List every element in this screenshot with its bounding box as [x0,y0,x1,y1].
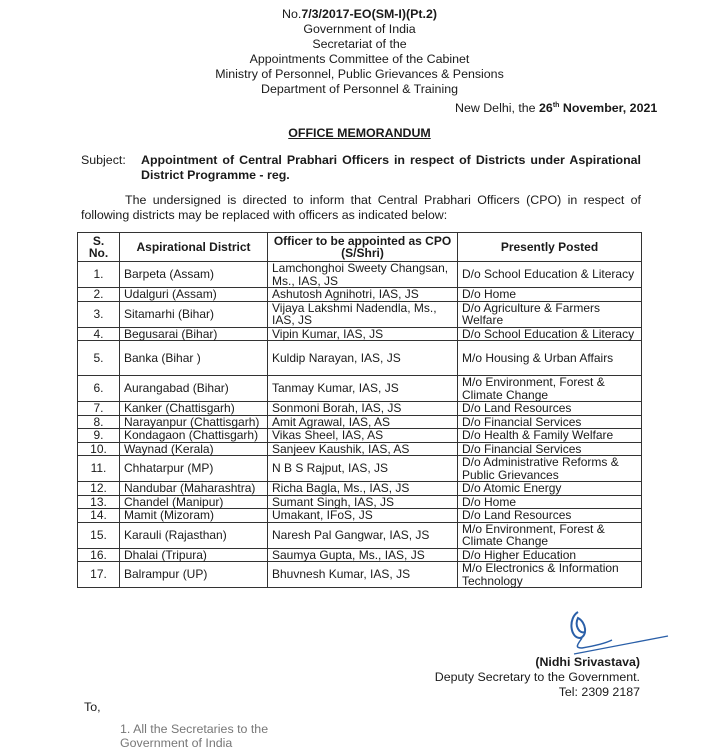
header-posted: Presently Posted [458,233,642,262]
cell-district: Nandubar (Maharashtra) [120,482,268,496]
table-row [78,562,642,588]
to-label: To, [84,700,101,714]
issue-date: New Delhi, the 26th November, 2021 [455,101,658,115]
cell-officer: Vipin Kumar, IAS, JS [268,327,458,341]
cell-officer: Lamchonghoi Sweety Changsan, Ms., IAS, JS [268,262,458,288]
document-title: OFFICE MEMORANDUM [288,126,431,140]
cell-posted: D/o Land Resources [458,402,642,416]
table-row [78,522,642,548]
table-header-row [78,233,642,262]
cell-officer: Ashutosh Agnihotri, IAS, JS [268,288,458,302]
cell-district: Aurangabad (Bihar) [120,376,268,402]
cell-sno: 2. [78,288,120,302]
cell-sno: 9. [78,429,120,443]
header-line-ministry: Ministry of Personnel, Public Grievances & Pensions [215,67,504,81]
subject-label: Subject: [81,153,126,167]
cell-sno: 12. [78,482,120,496]
cell-posted: D/o Land Resources [458,509,642,523]
table-row [78,262,642,288]
cell-posted: M/o Electronics & Information Technology [458,562,642,588]
table-row [78,509,642,523]
cell-officer: Vijaya Lakshmi Nadendla, Ms., IAS, JS [268,301,458,327]
cell-posted: D/o Home [458,495,642,509]
cell-district: Dhalai (Tripura) [120,548,268,562]
table-row [78,429,642,443]
cell-district: Balrampur (UP) [120,562,268,588]
cell-sno: 7. [78,402,120,416]
cell-sno: 4. [78,327,120,341]
cell-sno: 5. [78,341,120,376]
table-row [78,288,642,302]
cell-officer: Saumya Gupta, Ms., IAS, JS [268,548,458,562]
cell-posted: D/o Agriculture & Farmers Welfare [458,301,642,327]
subject-text: Appointment of Central Prabhari Officers in respect of Districts under Aspirational District Programme - reg. [141,153,641,182]
cell-sno: 17. [78,562,120,588]
table-row [78,442,642,456]
cell-district: Chhatarpur (MP) [120,456,268,482]
table-row [78,301,642,327]
header-line-secretariat: Secretariat of the [312,37,407,51]
table-row [78,327,642,341]
cell-sno: 16. [78,548,120,562]
cell-officer: Vikas Sheel, IAS, AS [268,429,458,443]
table-row [78,415,642,429]
cell-posted: D/o School Education & Literacy [458,327,642,341]
table-row [78,548,642,562]
cell-district: Chandel (Manipur) [120,495,268,509]
cell-district: Begusarai (Bihar) [120,327,268,341]
cell-officer: Bhuvnesh Kumar, IAS, JS [268,562,458,588]
cell-sno: 1. [78,262,120,288]
cell-officer: Kuldip Narayan, IAS, JS [268,341,458,376]
cell-district: Mamit (Mizoram) [120,509,268,523]
cell-officer: Tanmay Kumar, IAS, JS [268,376,458,402]
cpo-table [77,232,642,588]
cell-district: Barpeta (Assam) [120,262,268,288]
cell-district: Udalguri (Assam) [120,288,268,302]
cell-posted: M/o Housing & Urban Affairs [458,341,642,376]
cell-district: Banka (Bihar ) [120,341,268,376]
cell-posted: D/o School Education & Literacy [458,262,642,288]
table-row [78,402,642,416]
cell-sno: 11. [78,456,120,482]
cell-sno: 14. [78,509,120,523]
signature-icon [560,608,670,658]
cell-posted: M/o Environment, Forest & Climate Change [458,376,642,402]
table-row [78,482,642,496]
cell-officer: Sonmoni Borah, IAS, JS [268,402,458,416]
cell-officer: Amit Agrawal, IAS, AS [268,415,458,429]
body-paragraph: The undersigned is directed to inform that Central Prabhari Officers (CPO) in respect of following districts may be replaced with officers as indicated below: [81,193,641,222]
cell-posted: D/o Administrative Reforms & Public Grievances [458,456,642,482]
header-officer: Officer to be appointed as CPO (S/Shri) [268,233,458,262]
cell-officer: Sanjeev Kaushik, IAS, AS [268,442,458,456]
header-line-committee: Appointments Committee of the Cabinet [249,52,470,66]
cell-district: Karauli (Rajasthan) [120,522,268,548]
cutoff-recipient-line: 1. All the Secretaries to the Government of India [120,722,269,750]
header-district: Aspirational District [120,233,268,262]
cell-sno: 3. [78,301,120,327]
cell-district: Waynad (Kerala) [120,442,268,456]
cell-officer: Sumant Singh, IAS, JS [268,495,458,509]
header-sno: S. No. [78,233,120,262]
signatory-name: (Nidhi Srivastava) [535,655,640,669]
cell-district: Kanker (Chattisgarh) [120,402,268,416]
cell-sno: 6. [78,376,120,402]
table-row [78,456,642,482]
cell-posted: D/o Higher Education [458,548,642,562]
cell-sno: 15. [78,522,120,548]
cell-district: Kondagaon (Chattisgarh) [120,429,268,443]
table-row [78,495,642,509]
cell-posted: D/o Home [458,288,642,302]
cell-posted: M/o Environment, Forest & Climate Change [458,522,642,548]
cell-district: Narayanpur (Chattisgarh) [120,415,268,429]
cell-sno: 10. [78,442,120,456]
header-line-department: Department of Personnel & Training [261,82,458,96]
cell-district: Sitamarhi (Bihar) [120,301,268,327]
cell-officer: Naresh Pal Gangwar, IAS, JS [268,522,458,548]
table-row [78,341,642,376]
cell-posted: D/o Health & Family Welfare [458,429,642,443]
cell-posted: D/o Atomic Energy [458,482,642,496]
cell-posted: D/o Financial Services [458,415,642,429]
cell-posted: D/o Financial Services [458,442,642,456]
signatory-designation: Deputy Secretary to the Government. [434,670,640,684]
cell-officer: N B S Rajput, IAS, JS [268,456,458,482]
cell-sno: 8. [78,415,120,429]
cell-sno: 13. [78,495,120,509]
reference-number: No.7/3/2017-EO(SM-I)(Pt.2) [282,7,437,21]
cell-officer: Umakant, IFoS, JS [268,509,458,523]
header-line-government: Government of India [303,22,416,36]
table-row [78,376,642,402]
signatory-telephone: Tel: 2309 2187 [558,685,640,699]
cell-officer: Richa Bagla, Ms., IAS, JS [268,482,458,496]
